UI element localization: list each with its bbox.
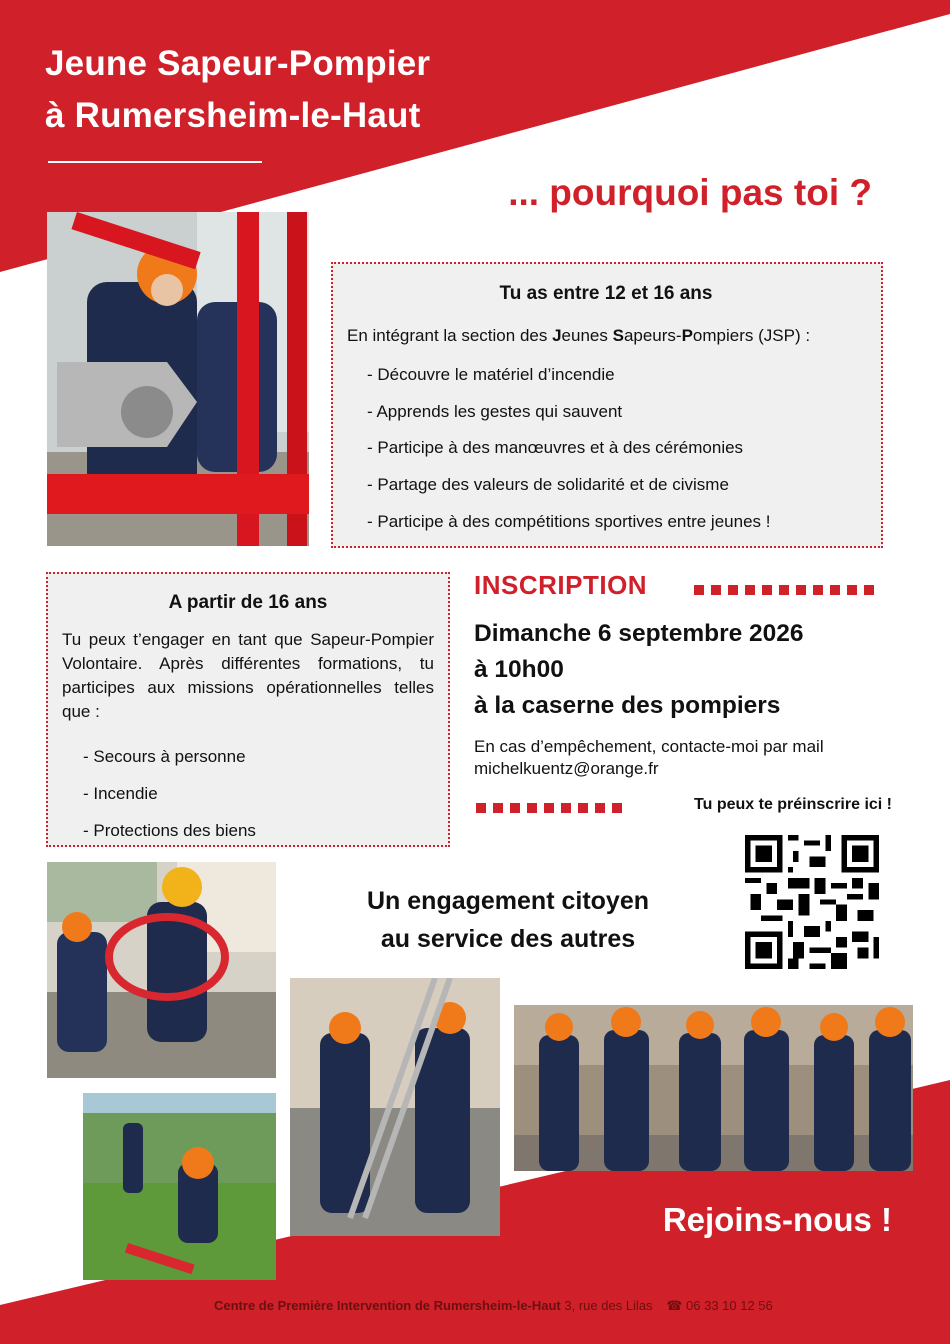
list-item: - Partage des valeurs de solidarité et de civisme <box>367 475 729 495</box>
inscription-header <box>474 570 884 604</box>
inscription-date: Dimanche 6 septembre 2026 à 10h00 à la caserne des pompiers <box>474 620 804 719</box>
volunteer-text: Tu peux t’engager en tant que Sapeur-Pompier Volontaire. Après différentes formations, tu participes aux missions opérationnelles telles que : <box>62 630 434 721</box>
phone-icon: ☎ <box>666 1298 683 1313</box>
jsp-activity-list <box>347 357 865 540</box>
photo-ladder <box>290 978 500 1236</box>
red-dot-divider <box>694 585 874 595</box>
list-item: - Secours à personne <box>83 747 246 766</box>
inscription-title: INSCRIPTION <box>474 570 648 600</box>
preinscription-row <box>474 796 894 818</box>
footer-org: Centre de Première Intervention de Rumersheim-le-Haut <box>214 1298 561 1313</box>
age-12-16-heading: Tu as entre 12 et 16 ans <box>499 283 713 304</box>
photo-field-training <box>83 1093 276 1280</box>
list-item: - Participe à des compétitions sportives entre jeunes ! <box>367 511 771 531</box>
jsp-intro: En intégrant la section des Jeunes Sapeurs-Pompiers (JSP) : <box>347 326 811 345</box>
age-12-16-box <box>331 262 883 548</box>
footer-phone[interactable]: 06 33 10 12 56 <box>686 1298 773 1313</box>
photo-hose-carry <box>47 862 276 1078</box>
preinscription-text: Tu peux te préinscrire ici ! <box>694 796 892 813</box>
footer-address: 3, rue des Lilas <box>564 1298 653 1313</box>
inscription-contact-note: En cas d’empêchement, contacte-moi par mail michelkuentz@orange.fr <box>474 737 824 778</box>
tagline: ... pourquoi pas toi ? <box>508 172 872 213</box>
list-item: - Découvre le matériel d’incendie <box>367 365 615 384</box>
title-underline <box>48 161 262 163</box>
list-item: - Protections des biens <box>83 821 256 840</box>
page-title: Jeune Sapeur-Pompier à Rumersheim-le-Haut <box>45 44 431 135</box>
mission-list <box>62 738 434 849</box>
list-item: - Participe à des manœuvres et à des cérémonies <box>367 438 744 458</box>
photo-hose-coupling <box>47 212 309 546</box>
qr-code-icon[interactable] <box>745 835 879 969</box>
list-item: - Incendie <box>83 784 158 803</box>
photo-marching <box>514 1005 913 1171</box>
red-dot-divider <box>476 803 622 813</box>
list-item: - Apprends les gestes qui sauvent <box>367 401 623 421</box>
age-16-plus-box <box>46 572 450 847</box>
engagement-slogan: Un engagement citoyen au service des autres <box>367 887 649 953</box>
join-us-cta: Rejoins-nous ! <box>662 1201 892 1238</box>
footer <box>214 1298 773 1314</box>
contact-email[interactable]: michelkuentz@orange.fr <box>474 759 659 778</box>
age-16-plus-heading: A partir de 16 ans <box>168 592 328 613</box>
